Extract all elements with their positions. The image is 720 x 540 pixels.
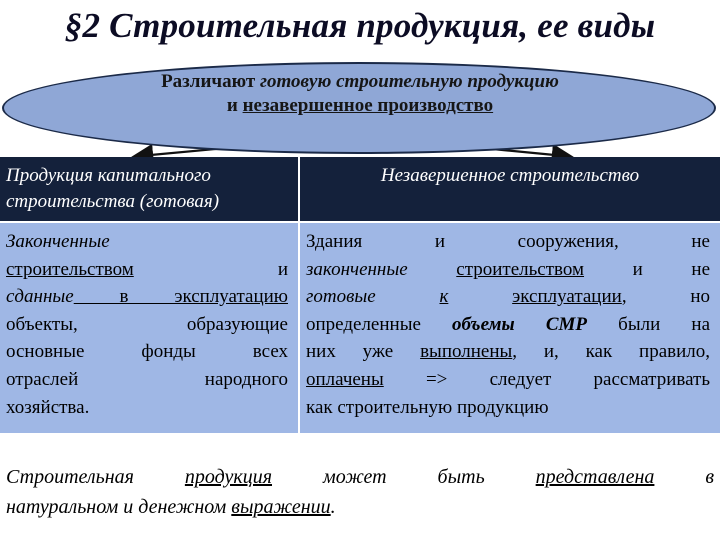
header-unfinished-construction: Незавершенное строительство xyxy=(300,157,720,221)
summary-line-1: Различают готовую строительную продукцию xyxy=(161,71,559,92)
body-unfinished-construction: Здания и сооружения, не законченные строительством и не готовые к эксплуатации, но определенные объемы СМР были на них уже выполнены, и, как правило, оплачены => следует рассматривать как строительную продукцию xyxy=(300,223,720,433)
body-finished-production: Законченные строительством и сданные в эксплуатацию объекты, образующие основные фонды всех отраслей народного хозяйства. xyxy=(0,223,298,433)
footer-note: Строительная продукция может быть представлена в натуральном и денежном выражении. xyxy=(6,466,715,518)
summary-text xyxy=(0,70,720,118)
summary-line-2: и незавершенное производство xyxy=(226,95,494,116)
slide-title: §2 Строительная продукция, ее виды xyxy=(64,6,656,45)
header-finished-production: Продукция капитального строительства (готовая) xyxy=(0,157,298,221)
comparison-table xyxy=(0,157,720,433)
